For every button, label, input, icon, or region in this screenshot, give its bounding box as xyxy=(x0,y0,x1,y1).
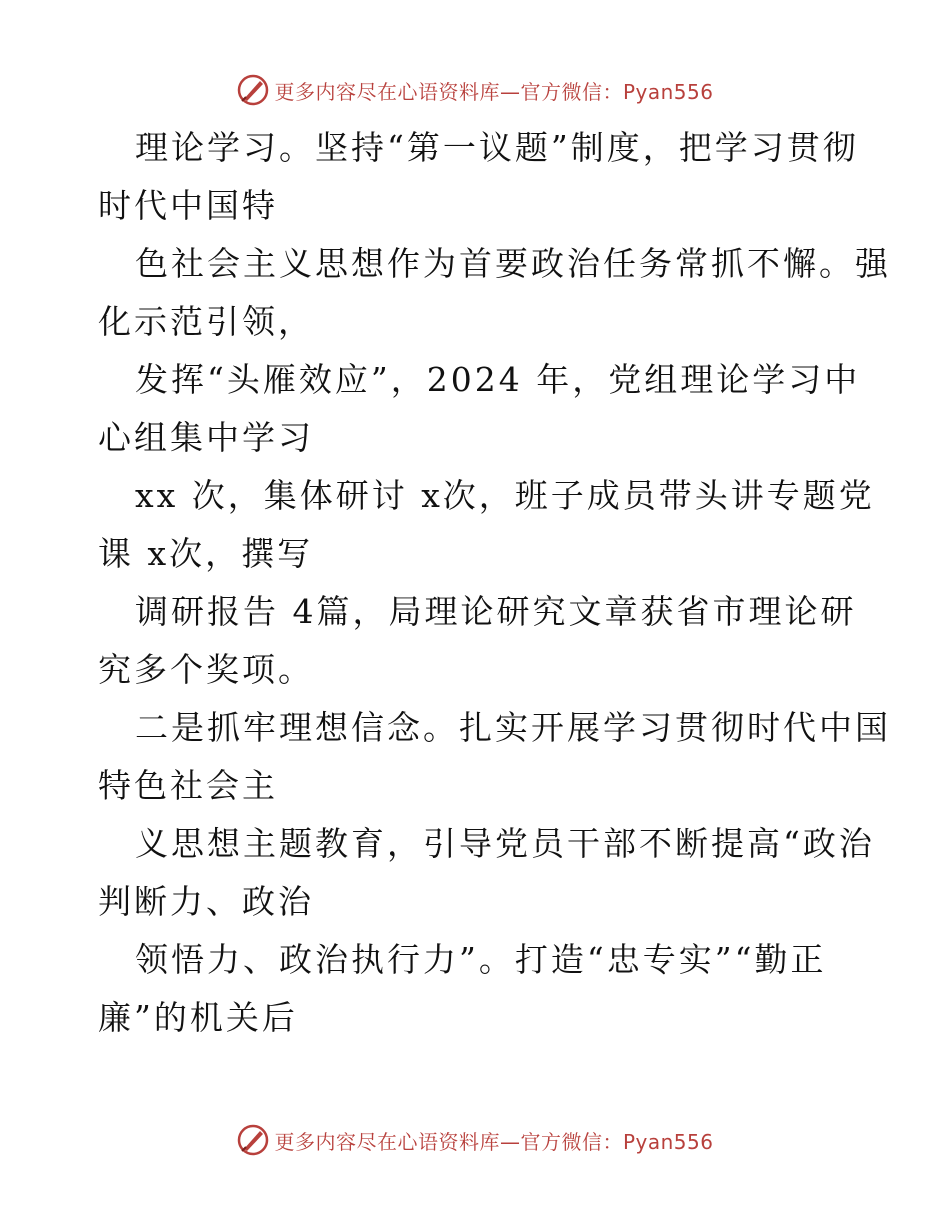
text-line: 究多个奖项。 xyxy=(98,650,314,689)
text-line: 廉”的机关后 xyxy=(98,998,298,1037)
text-line: 心组集中学习 xyxy=(98,418,314,457)
text-line: 课 x次，撰写 xyxy=(98,534,314,573)
text-line: xx 次，集体研讨 x次，班子成员带头讲专题党 xyxy=(135,476,875,515)
quill-pen-logo-icon xyxy=(236,1123,270,1157)
watermark-text: 更多内容尽在心语资料库—官方微信：Pyan556 xyxy=(274,79,714,104)
text-line: 化示范引领， xyxy=(98,302,314,341)
header-watermark xyxy=(0,70,950,110)
text-line: 义思想主题教育，引导党员干部不断提高“政治 xyxy=(135,824,875,863)
text-line: 发挥“头雁效应”，2024 年，党组理论学习中 xyxy=(135,360,861,399)
text-line: 理论学习。坚持“第一议题”制度，把学习贯彻 xyxy=(135,128,859,167)
text-line: 判断力、政治 xyxy=(98,882,314,921)
text-line: 特色社会主 xyxy=(98,766,278,805)
quill-pen-logo-icon xyxy=(236,73,270,107)
text-line: 时代中国特 xyxy=(98,186,278,225)
text-line: 二是抓牢理想信念。扎实开展学习贯彻时代中国 xyxy=(135,708,891,747)
footer-watermark xyxy=(0,1120,950,1160)
watermark-text: 更多内容尽在心语资料库—官方微信：Pyan556 xyxy=(274,1129,714,1154)
text-line: 色社会主义思想作为首要政治任务常抓不懈。强 xyxy=(135,244,891,283)
text-line: 领悟力、政治执行力”。打造“忠专实”“勤正 xyxy=(135,940,827,979)
text-line: 调研报告 4篇，局理论研究文章获省市理论研 xyxy=(135,592,857,631)
